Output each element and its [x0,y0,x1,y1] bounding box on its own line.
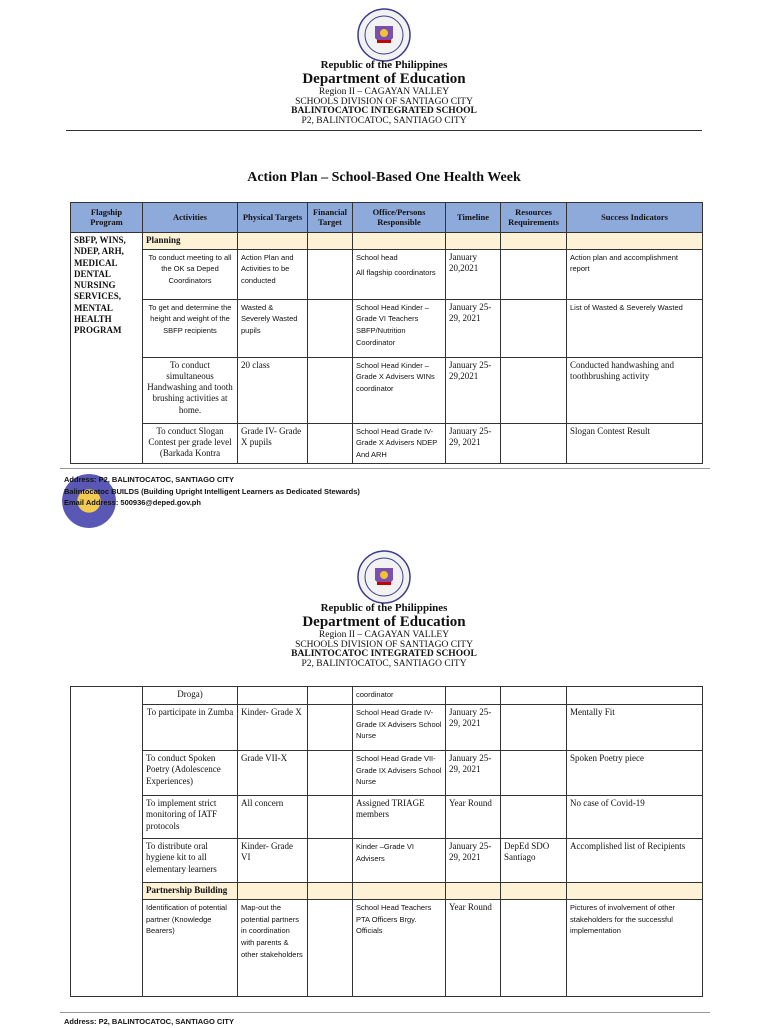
office-cell: School Head Teachers PTA Officers Brgy. Officials [353,900,446,997]
header-division: SCHOOLS DIVISION OF SANTIAGO CITY [295,639,473,650]
table-row [71,751,703,796]
col-header: Physical Targets [238,203,308,233]
resources-cell [501,751,567,796]
col-header: Flagship Program [71,203,143,233]
activity-cell: To conduct Spoken Poetry (Adolescence Experiences) [143,751,238,796]
office-line: School head [356,252,398,262]
footer-email: Email Address: 500936@deped.gov.ph [64,498,201,508]
section-row-partnership [71,883,703,900]
timeline-cell: Year Round [446,900,501,997]
col-header: Timeline [446,203,501,233]
header-division: SCHOOLS DIVISION OF SANTIAGO CITY [295,96,473,107]
activity-cell: To participate in Zumba [143,705,238,751]
table-row [71,705,703,751]
timeline-cell: January 25-29, 2021 [446,751,501,796]
timeline-cell: January 20,2021 [446,249,501,299]
indicator-cell: No case of Covid-19 [567,796,703,839]
header-republic: Republic of the Philippines [320,59,448,71]
resources-cell: DepEd SDO Santiago [501,839,567,883]
activity-cell: To conduct meeting to all the OK sa Deped Coordinators [143,249,238,299]
targets-cell: Grade IV- Grade X pupils [238,423,308,463]
targets-cell: Wasted & Severely Wasted pupils [238,299,308,357]
page-separator [60,1012,710,1013]
header-rule [66,130,702,131]
targets-cell: 20 class [238,357,308,423]
page-footer [64,1016,234,1028]
header-address: P2, BALINTOCATOC, SANTIAGO CITY [301,658,467,669]
document-title: Action Plan – School-Based One Health Week [247,170,521,185]
indicator-cell: Spoken Poetry piece [567,751,703,796]
timeline-cell: January 25-29,2021 [446,357,501,423]
table-row [71,900,703,997]
resources-cell [501,299,567,357]
activity-cell: To get and determine the height and weight of the SBFP recipients [143,299,238,357]
timeline-cell: Year Round [446,796,501,839]
timeline-cell: January 25-29, 2021 [446,839,501,883]
office-cell: School Head Grade IV-Grade IX Advisers School Nurse [353,705,446,751]
header-republic: Republic of the Philippines [320,602,448,614]
office-cell: School Head Kinder – Grade VI Teachers SBFP/Nutrition Coordinator [353,299,446,357]
table-row [71,839,703,883]
col-header: Resources Requirements [501,203,567,233]
header-address: P2, BALINTOCATOC, SANTIAGO CITY [301,115,467,126]
header-school: BALINTOCATOC INTEGRATED SCHOOL [291,649,477,659]
activity-cell: To distribute oral hygiene kit to all elementary learners [143,839,238,883]
activity-cell: To conduct simultaneous Handwashing and tooth brushing activities at home. [143,357,238,423]
action-plan-table [70,202,703,464]
office-cell: School Head Grade VII-Grade IX Advisers School Nurse [353,751,446,796]
indicator-cell: Accomplished list of Recipients [567,839,703,883]
resources-cell [501,357,567,423]
header-department: Department of Education [302,614,466,630]
page-footer [64,474,360,509]
deped-seal-logo [357,8,411,62]
indicator-cell: Slogan Contest Result [567,423,703,463]
activity-cell: Droga) [143,687,238,705]
table-header-row [71,203,703,233]
header-school: BALINTOCATOC INTEGRATED SCHOOL [291,106,477,116]
col-header: Financial Target [308,203,353,233]
table-row [71,687,703,705]
col-header: Success Indicators [567,203,703,233]
office-cell: Assigned TRIAGE members [353,796,446,839]
action-plan-table-continued [70,686,703,997]
header-region: Region II – CAGAYAN VALLEY [318,87,450,97]
targets-cell: All concern [238,796,308,839]
table-row [71,796,703,839]
office-cell [353,249,446,299]
activity-cell: Identification of potential partner (Knowledge Bearers) [143,900,238,997]
timeline-cell: January 25-29, 2021 [446,299,501,357]
office-cell: coordinator [353,687,446,705]
col-header: Activities [143,203,238,233]
office-cell: School Head Kinder – Grade X Advisers WINs coordinator [353,357,446,423]
resources-cell [501,705,567,751]
table-row [71,357,703,423]
resources-cell [501,423,567,463]
footer-motto: Balintocatoc BUILDS (Building Upright Intelligent Learners as Dedicated Stewards) [64,486,360,496]
targets-cell: Action Plan and Activities to be conducted [238,249,308,299]
targets-cell: Map-out the potential partners in coordination with parents & other stakeholders [238,900,308,997]
section-row-planning [71,233,703,250]
table-row [71,299,703,357]
table-row [71,249,703,299]
page-separator [60,468,710,469]
resources-cell [501,796,567,839]
footer-address: Address: P2, BALINTOCATOC, SANTIAGO CITY [64,1017,235,1026]
header-department: Department of Education [302,71,466,87]
timeline-cell: January 25-29, 2021 [446,705,501,751]
targets-cell: Grade VII-X [238,751,308,796]
indicator-cell: Mentally Fit [567,705,703,751]
office-line: All flagship coordinators [356,268,436,278]
indicator-cell: Conducted handwashing and toothbrushing activity [567,357,703,423]
activity-cell: To implement strict monitoring of IATF protocols [143,796,238,839]
indicator-cell: Action plan and accomplishment report [567,249,703,299]
header-region: Region II – CAGAYAN VALLEY [318,630,450,640]
office-cell: School Head Grade IV-Grade X Advisers NDEP And ARH [353,423,446,463]
section-label: Planning [143,233,238,250]
col-header: Office/Persons Responsible [353,203,446,233]
office-cell: Kinder –Grade VI Advisers [353,839,446,883]
targets-cell: Kinder- Grade X [238,705,308,751]
targets-cell: Kinder- Grade VI [238,839,308,883]
timeline-cell: January 25-29, 2021 [446,423,501,463]
section-label: Partnership Building [143,883,238,900]
indicator-cell: Pictures of involvement of other stakeholders for the successful implementation [567,900,703,997]
deped-seal-logo [357,550,411,604]
resources-cell [501,900,567,997]
footer-address: Address: P2, BALINTOCATOC, SANTIAGO CITY [64,475,235,484]
indicator-cell: List of Wasted & Severely Wasted [567,299,703,357]
flagship-program-cell [71,687,143,997]
activity-cell: To conduct Slogan Contest per grade level (Barkada Kontra [143,423,238,463]
flagship-program: SBFP, WINS, NDEP, ARH, MEDICAL DENTAL NURSING SERVICES, MENTAL HEALTH PROGRAM [71,233,143,464]
table-row [71,423,703,463]
resources-cell [501,249,567,299]
